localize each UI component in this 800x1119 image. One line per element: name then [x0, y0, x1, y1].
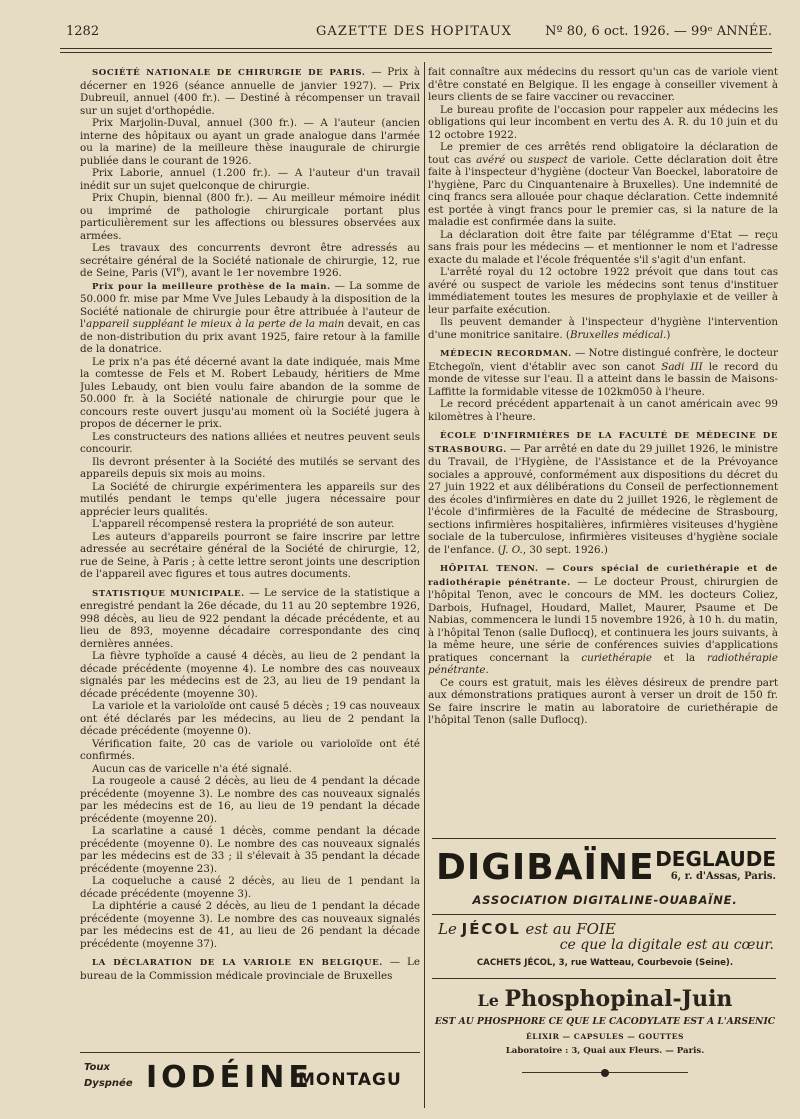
ad-maker: DEGLAUDE — [655, 847, 776, 871]
paragraph: La variole et la varioloïde ont causé 5 décès ; 19 cas nouveaux ont été déclarés par les médecins, au lieu de 2 pendant la décade précédente (moyenne 0). — [80, 700, 420, 737]
article-hopital-tenon: HÔPITAL TENON. — Cours spécial de curiethérapie et de radiothérapie pénétrante. — Le docteur Proust, chirurgien de l'hôpital Tenon, avec le concours de MM. les docteurs Coliez, Darbois, Hufnagel, Houdard, Mallet, Maurer, Psaume et De Nabias, commencera le lundi 15 novembre 1926, à 10 h. du matin, à l'hôpital Tenon (salle Duflocq), et continuera les jours suivants, à la même heure, une série de conférences suivies d'applications pratiques concernant la curiethérapie et la radiothérapie pénétrante. — [428, 564, 778, 676]
paragraph: La fièvre typhoïde a causé 4 décès, au lieu de 2 pendant la décade précédente (moyenne 4). Le nombre des cas nouveaux signalés par les médecins est de 23, au lieu de 19 pendant la décade précédente (moyenne 30). — [80, 650, 420, 700]
article-prix-prothese: Prix pour la meilleure prothèse de la main. — La somme de 50.000 fr. mise par Mme Vve Jules Lebaudy à la disposition de la Société nationale de chirurgie pour être attribuée à l'auteur de l'appareil suppléant le mieux à la perte de la main devait, en cas de non-distribution du prix avant 1925, faire retour à la famille de la donatrice. — [80, 279, 420, 355]
section-heading: SOCIÉTÉ NATIONALE DE CHIRURGIE DE PARIS. — [92, 68, 366, 78]
ornament-rule — [522, 1072, 688, 1073]
section-heading: ÉCOLE D'INFIRMIÈRES DE LA FACULTÉ DE MÉDECINE DE STRASBOURG. — [428, 431, 778, 455]
paragraph: Aucun cas de varicelle n'a été signalé. — [92, 762, 292, 775]
paragraph: Ils devront présenter à la Société des mutilés se servant des appareils depuis six mois au moins. — [80, 455, 420, 480]
ad-maker: MONTAGU — [298, 1070, 402, 1090]
ad-digibaine — [432, 845, 778, 913]
paragraph: Ce cours est gratuit, mais les élèves désireux de prendre part aux démonstrations pratiques auront à verser un droit de 150 fr. Se faire inscrire le matin au laboratoire de curiethérapie de l'hôpital Tenon (salle Duflocq). — [428, 676, 778, 726]
paragraph: Le premier de ces arrêtés rend obligatoire la déclaration de tout cas avéré ou suspect de variole. Cette déclaration doit être faite à l'inspecteur d'hygiène (docteur Van Boeckel, laboratoire de l'hygiène, Parc du Cinquantenaire à Bruxelles). Une indemnité de cinq francs sera allouée pour chaque déclaration. Cette indemnité est portée à vingt francs pour le premier cas, si la nature de la maladie est confirmée dans la suite. — [428, 141, 778, 228]
section-heading: HÔPITAL TENON. — Cours spécial de curiethérapie et de radiothérapie pénétrante. — [428, 564, 778, 588]
paragraph: La diphtérie a causé 2 décès, au lieu de 1 pendant la décade précédente (moyenne 3). Le nombre des cas nouveaux signalés par les médecins est de 41, au lieu de 26 pendant la décade précédente (moyenne 37). — [80, 900, 420, 950]
ad-separator — [432, 978, 776, 979]
ad-tagline: ASSOCIATION DIGITALINE-OUABAÏNE. — [472, 893, 738, 907]
ad-brand: JÉCOL — [461, 920, 521, 938]
paragraph: La coqueluche a causé 2 décès, au lieu de 1 pendant la décade précédente (moyenne 3). — [80, 875, 420, 900]
article-ecole-infirmieres: ÉCOLE D'INFIRMIÈRES DE LA FACULTÉ DE MÉDECINE DE STRASBOURG. — Par arrêté en date du 29 juillet 1926, le ministre du Travail, de l'Hygiène, de l'Assistance et de la Prévoyance sociales a approuvé, conformément aux dispositions du décret du 27 juin 1922 et aux délibérations du Conseil de perfectionnement des écoles d'infirmières en date du 2 juillet 1926, le règlement de l'école d'infirmières de la Faculté de médecine de Strasbourg, sections infirmières hospitalières, infirmières visiteuses d'hygiène sociale de la tuberculose, infirmières visiteuses d'hygiène sociale de l'enfance. (J. O., 30 sept. 1926.) — [428, 431, 778, 556]
paragraph: Le record précédent appartenait à un canot américain avec 99 kilomètres à l'heure. — [428, 398, 778, 423]
page-number: 1282 — [66, 24, 100, 39]
ad-address: Laboratoire : 3, Quai aux Fleurs. — Paris. — [505, 1046, 705, 1056]
ad-address: CACHETS JÉCOL, 3, rue Watteau, Courbevoie (Seine). — [476, 958, 734, 968]
ad-brand: DIGIBAÏNE — [436, 847, 655, 888]
section-heading: LA DÉCLARATION DE LA VARIOLE EN BELGIQUE. — [92, 958, 383, 968]
section-heading: MÉDECIN RECORDMAN. — [440, 349, 572, 359]
ad-jecol: Le JÉCOL est au FOIE ce que la digitale est au cœur. CACHETS JÉCOL, 3, rue Watteau, Courbevoie (Seine). — [432, 920, 778, 976]
article-declaration-variole: LA DÉCLARATION DE LA VARIOLE EN BELGIQUE. — Le bureau de la Commission médicale provinciale de Bruxelles — [80, 956, 420, 982]
paragraph: Le prix n'a pas été décerné avant la date indiquée, mais Mme la comtesse de Fels et M. Robert Lebaudy, héritiers de Mme Jules Lebaudy, ont bien voulu faire abandon de la somme de 50.000 fr. à la Société nationale de chirurgie pour que le concours reste ouvert jusqu'au moment où la Société jugera à propos de décerner le prix. — [80, 355, 420, 430]
ad-brand: Phosphopinal-Juin — [504, 986, 733, 1012]
paragraph: Prix Chupin, biennal (800 fr.). — Au meilleur mémoire inédit ou imprimé de pathologie chirurgicale portant plus particulièrement sur les affections ou blessures observées aux armées. — [80, 192, 420, 242]
article-statistique: STATISTIQUE MUNICIPALE. — Le service de la statistique a enregistré pendant la 26e décade, du 11 au 20 septembre 1926, 998 décès, au lieu de 922 pendant la décade précédente, et au lieu de 893, moyenne décadaire correspondante des cinq dernières années. — [80, 586, 420, 650]
left-column — [80, 66, 420, 1041]
paragraph: Le bureau profite de l'occasion pour rappeler aux médecins les obligations qui leur incombent en vertu des A. R. du 10 juin et du 12 octobre 1922. — [428, 103, 778, 141]
page-header — [56, 24, 772, 42]
section-heading: STATISTIQUE MUNICIPALE. — [92, 588, 245, 599]
ad-phosphopinal: Le Phosphopinal-Juin EST AU PHOSPHORE CE QUE LE CACODYLATE EST A L'ARSENIC ÉLIXIR — CAPSULES — GOUTTES Laboratoire : 3, Quai aux Fleurs. — Paris. — [432, 984, 778, 1082]
article-societe-chirurgie: SOCIÉTÉ NATIONALE DE CHIRURGIE DE PARIS. — Prix à décerner en 1926 (séance annuelle de janvier 1927). — Prix Dubreuil, annuel (400 fr.). — Destiné à récompenser un travail sur un sujet d'orthopédie. — [80, 66, 420, 117]
ad-iodeine: Toux Dyspnée IODÉINE MONTAGU — [84, 1060, 402, 1095]
paragraph: La Société de chirurgie expérimentera les appareils sur des mutilés pendant le temps qu'elle jugera nécessaire pour apprécier leurs qualités. — [80, 480, 420, 518]
paragraph: L'appareil récompensé restera la propriété de son auteur. — [92, 518, 395, 530]
journal-title: GAZETTE DES HOPITAUX — [316, 24, 512, 39]
paragraph: Prix Marjolin-Duval, annuel (300 fr.). — A l'auteur (ancien interne des hôpitaux ou ayant un grade analogue dans l'armée ou la marine) de la meilleure thèse inaugurale de chirurgie publiée dans le courant de 1926. — [80, 117, 420, 167]
ad-address: 6, r. d'Assas, Paris. — [670, 871, 776, 882]
right-column — [428, 66, 778, 819]
section-heading: Prix pour la meilleure prothèse de la main. — [92, 281, 331, 292]
ad-separator — [432, 838, 776, 839]
paragraph: Vérification faite, 20 cas de variole ou varioloïde ont été confirmés. — [80, 737, 420, 762]
ad-slogan: ce que la digitale est au cœur. — [559, 937, 774, 953]
ad-forms: ÉLIXIR — CAPSULES — GOUTTES — [525, 1032, 685, 1041]
paragraph: Prix Laborie, annuel (1.200 fr.). — A l'auteur d'un travail inédit sur un sujet quelconque de chirurgie. — [80, 167, 420, 192]
paragraph: Les travaux des concurrents devront être adressés au secrétaire général de la Société nationale de chirurgie, 12, rue de Seine, Paris (VIe), avant le 1er novembre 1926. — [80, 242, 420, 279]
paragraph: La scarlatine a causé 1 décès, comme pendant la décade précédente (moyenne 0). Le nombre des cas nouveaux signalés par les médecins est de 33 ; il s'élevait à 35 pendant la décade précédente (moyenne 23). — [80, 825, 420, 875]
ad-brand: IODÉINE — [146, 1060, 313, 1095]
ad-slogan: EST AU PHOSPHORE CE QUE LE CACODYLATE EST A L'ARSENIC — [434, 1016, 776, 1027]
paragraph: La déclaration doit être faite par télégramme d'Etat — reçu sans frais pour les médecins — et mentionner le nom et l'adresse exacte du malade et l'école fréquentée s'il s'agit d'un enfant. — [428, 228, 778, 266]
article-medecin-recordman: MÉDECIN RECORDMAN. — Notre distingué confrère, le docteur Etchegoïn, vient d'établir avec son canot Sadi III le record du monde de vitesse sur l'eau. Il a atteint dans le bassin de Maisons-Laffitte la formidable vitesse de 102km050 à l'heure. — [428, 347, 778, 398]
paragraph: Les constructeurs des nations alliées et neutres peuvent seuls concourir. — [80, 430, 420, 455]
header-rule — [60, 48, 772, 49]
ad-separator — [80, 1052, 420, 1053]
header-rule — [60, 52, 772, 53]
issue-info: Nº 80, 6 oct. 1926. — 99ᵉ ANNÉE. — [545, 24, 772, 39]
paragraph: La rougeole a causé 2 décès, au lieu de 4 pendant la décade précédente (moyenne 3). Le nombre des cas nouveaux signalés par les médecins est de 16, au lieu de 19 pendant la décade précédente (moyenne 20). — [80, 775, 420, 825]
paragraph: L'arrêté royal du 12 octobre 1922 prévoit que dans tout cas avéré ou suspect de variole les médecins sont tenus d'instituer immédiatement toutes les mesures de prophylaxie et de veiller à leur parfaite exécution. — [428, 266, 778, 316]
column-divider — [424, 62, 425, 1108]
ad-separator — [432, 914, 776, 915]
paragraph: fait connaître aux médecins du ressort qu'un cas de variole vient d'être constaté en Belgique. Il les engage à conseiller vivement à leurs clients de se faire vacciner ou revacciner. — [428, 66, 778, 103]
paragraph: Ils peuvent demander à l'inspecteur d'hygiène l'intervention d'une monitrice sanitaire. (Bruxelles médical.) — [428, 316, 778, 341]
paragraph: Les auteurs d'appareils pourront se faire inscrire par lettre adressée au secrétaire général de la Société de chirurgie, 12, rue de Seine, à Paris ; à cette lettre seront joints une description de l'appareil avec figures et tous autres documents. — [80, 530, 420, 580]
